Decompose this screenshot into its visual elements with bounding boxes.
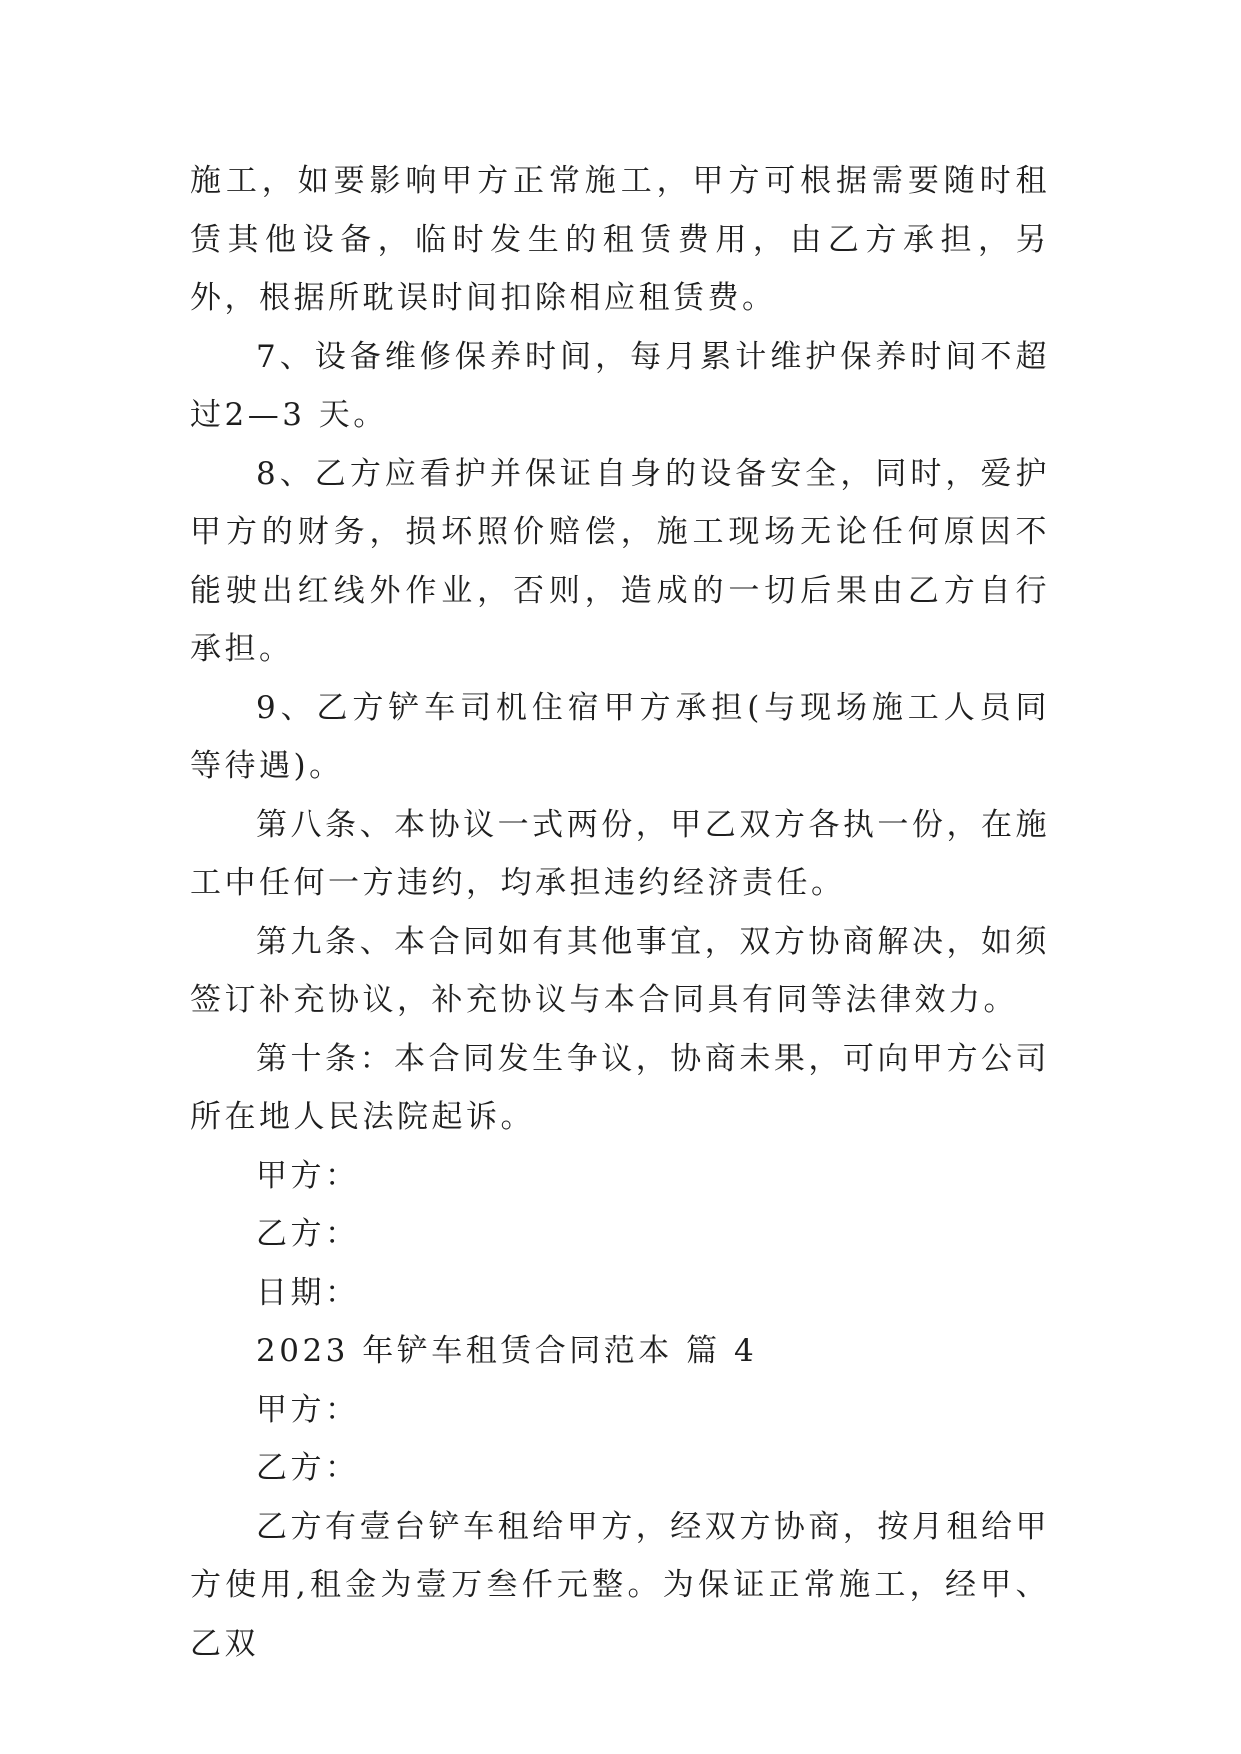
paragraph-clause-9: 9、乙方铲车司机住宿甲方承担(与现场施工人员同等待遇)。	[190, 689, 1050, 784]
paragraph-clause-8: 8、乙方应看护并保证自身的设备安全，同时，爱护甲方的财务，损坏照价赔偿，施工现场无论任何原因不能驶出红线外作业，否则，造成的一切后果由乙方自行承担。	[190, 455, 1050, 667]
paragraph-article-10: 第十条：本合同发生争议，协商未果，可向甲方公司所在地人民法院起诉。	[190, 1040, 1050, 1135]
party-b-label: 乙方：	[256, 1450, 360, 1486]
paragraph-intro: 乙方有壹台铲车租给甲方，经双方协商，按月租给甲方使用,租金为壹万叁仟元整。为保证正常施工，经甲、乙双	[190, 1508, 1050, 1662]
signature-date: 日期：	[256, 1274, 360, 1311]
party-a-label: 甲方：	[256, 1391, 360, 1428]
paragraph-continuation: 施工，如要影响甲方正常施工，甲方可根据需要随时租赁其他设备，临时发生的租赁费用，由乙方承担，另外，根据所耽误时间扣除相应租赁费。	[190, 163, 1050, 316]
document-body	[190, 152, 1050, 1673]
paragraph-article-9: 第九条、本合同如有其他事宜，双方协商解决，如须签订补充协议，补充协议与本合同具有同等法律效力。	[190, 923, 1050, 1018]
paragraph-article-8: 第八条、本协议一式两份，甲乙双方各执一份，在施工中任何一方违约，均承担违约经济责任。	[190, 806, 1050, 901]
section-heading: 2023 年铲车租赁合同范本 篇 4	[256, 1333, 758, 1369]
signature-party-a: 甲方：	[256, 1157, 360, 1194]
signature-party-b: 乙方：	[256, 1216, 360, 1252]
paragraph-clause-7: 7、设备维修保养时间，每月累计维护保养时间不超过2—3 天。	[190, 338, 1050, 433]
